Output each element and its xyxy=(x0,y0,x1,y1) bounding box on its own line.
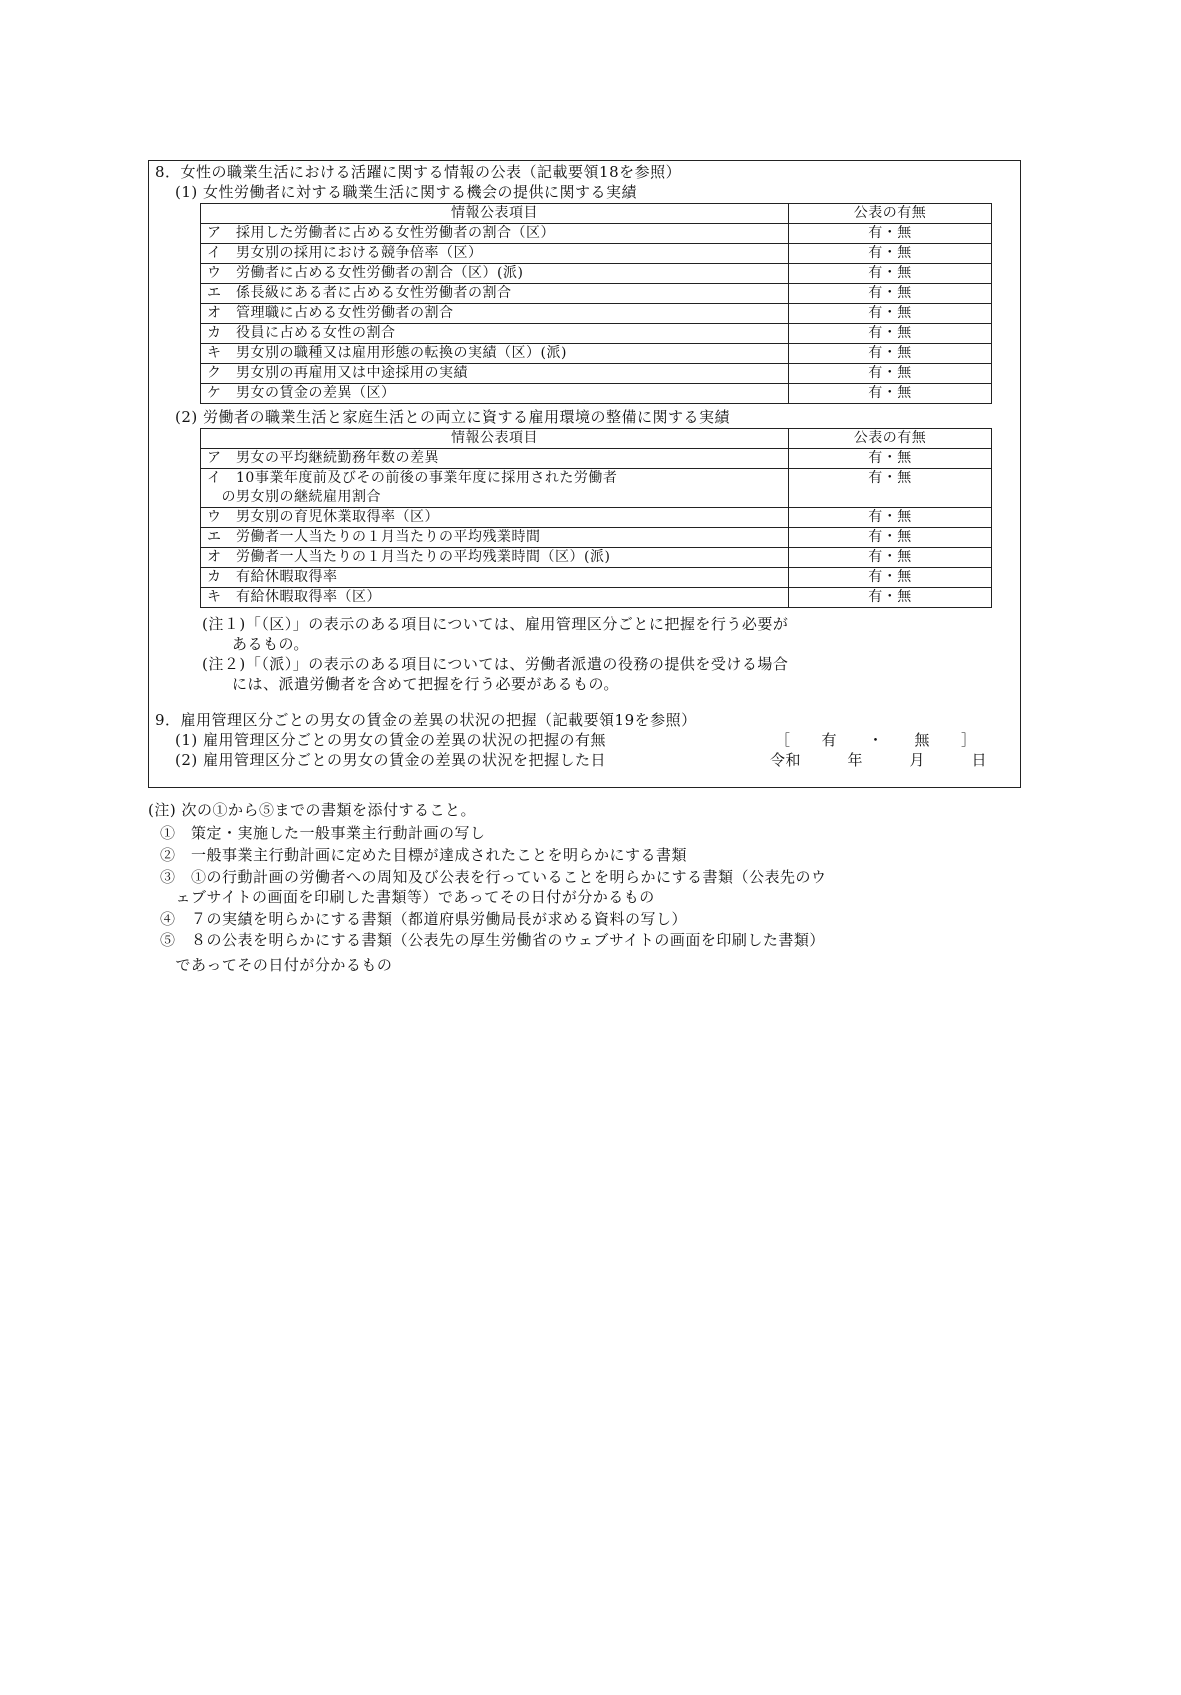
attachment-item-5-cont: であってその日付が分かるもの xyxy=(160,956,393,974)
attachment-item-5: ⑤ ８の公表を明らかにする書類（公表先の厚生労働省のウェブサイトの画面を印刷した書類） xyxy=(160,931,825,949)
note-1-line1: (注１)「（区）」の表示のある項目については、雇用管理区分ごとに把握を行う必要が xyxy=(202,615,789,633)
table-header-row xyxy=(201,204,992,224)
row-item-line1: イ 10事業年度前及びその前後の事業年度に採用された労働者 xyxy=(207,470,618,486)
attachment-item-1: ① 策定・実施した一般事業主行動計画の写し xyxy=(160,824,486,842)
table-row xyxy=(201,304,992,324)
column-header-published: 公表の有無 xyxy=(789,429,992,449)
row-item: ウ 男女別の育児休業取得率（区） xyxy=(201,508,789,528)
yes-no-choice[interactable]: 有・無 xyxy=(789,284,992,304)
row-item: ア 採用した労働者に占める女性労働者の割合（区） xyxy=(201,224,789,244)
section9-line1-choice[interactable]: ［ 有 ・ 無 ］ xyxy=(775,731,977,749)
note-2-line2: には、派遣労働者を含めて把握を行う必要があるもの。 xyxy=(232,675,619,693)
table-row xyxy=(201,528,992,548)
row-item-line2: の男女別の継続雇用割合 xyxy=(207,489,381,505)
column-header-item: 情報公表項目 xyxy=(201,204,789,224)
yes-no-choice[interactable]: 有・無 xyxy=(789,304,992,324)
row-item: ア 男女の平均継続勤務年数の差異 xyxy=(201,449,789,469)
row-item: ウ 労働者に占める女性労働者の割合（区）(派) xyxy=(201,264,789,284)
table-row xyxy=(201,224,992,244)
section8-sub1-title: (1) 女性労働者に対する職業生活に関する機会の提供に関する実績 xyxy=(175,183,638,201)
yes-no-choice[interactable]: 有・無 xyxy=(789,244,992,264)
column-header-published: 公表の有無 xyxy=(789,204,992,224)
yes-no-choice[interactable]: 有・無 xyxy=(789,364,992,384)
yes-no-choice[interactable]: 有・無 xyxy=(789,344,992,364)
section9-date-field[interactable]: 令和 年 月 日 xyxy=(770,751,988,769)
table-row xyxy=(201,568,992,588)
yes-no-choice[interactable]: 有・無 xyxy=(789,508,992,528)
yes-no-choice[interactable]: 有・無 xyxy=(789,449,992,469)
note-1-line2: あるもの。 xyxy=(232,635,309,653)
yes-no-choice[interactable]: 有・無 xyxy=(789,264,992,284)
yes-no-choice[interactable]: 有・無 xyxy=(789,469,992,508)
section8-sub2-title: (2) 労働者の職業生活と家庭生活との両立に資する雇用環境の整備に関する実績 xyxy=(175,408,731,426)
row-item: エ 労働者一人当たりの１月当たりの平均残業時間 xyxy=(201,528,789,548)
attachment-item-4: ④ ７の実績を明らかにする書類（都道府県労働局長が求める資料の写し） xyxy=(160,910,688,928)
section9-line2: (2) 雇用管理区分ごとの男女の賃金の差異の状況を把握した日 xyxy=(175,751,607,769)
row-item: ク 男女別の再雇用又は中途採用の実績 xyxy=(201,364,789,384)
note-2-line1: (注２)「（派）」の表示のある項目については、労働者派遣の役務の提供を受ける場合 xyxy=(202,655,789,673)
table-row xyxy=(201,264,992,284)
table-row xyxy=(201,364,992,384)
table-row xyxy=(201,244,992,264)
table-row xyxy=(201,548,992,568)
row-item: カ 有給休暇取得率 xyxy=(201,568,789,588)
attachment-item-3-cont: ェブサイトの画面を印刷した書類等）であってその日付が分かるもの xyxy=(160,888,655,906)
table-row xyxy=(201,508,992,528)
table-row xyxy=(201,449,992,469)
table-header-row xyxy=(201,429,992,449)
row-item: オ 労働者一人当たりの１月当たりの平均残業時間（区）(派) xyxy=(201,548,789,568)
row-item xyxy=(201,469,789,508)
table-work-life xyxy=(200,428,992,608)
yes-no-choice[interactable]: 有・無 xyxy=(789,548,992,568)
table-opportunity xyxy=(200,203,992,404)
row-item: キ 男女別の職種又は雇用形態の転換の実績（区）(派) xyxy=(201,344,789,364)
yes-no-choice[interactable]: 有・無 xyxy=(789,224,992,244)
column-header-item: 情報公表項目 xyxy=(201,429,789,449)
row-item: オ 管理職に占める女性労働者の割合 xyxy=(201,304,789,324)
table-row xyxy=(201,344,992,364)
attachment-item-3: ③ ①の行動計画の労働者への周知及び公表を行っていることを明らかにする書類（公表先のウ xyxy=(160,868,827,886)
yes-no-choice[interactable]: 有・無 xyxy=(789,324,992,344)
attachment-item-2: ② 一般事業主行動計画に定めた目標が達成されたことを明らかにする書類 xyxy=(160,846,688,864)
section9-line1: (1) 雇用管理区分ごとの男女の賃金の差異の状況の把握の有無 xyxy=(175,731,607,749)
row-item: カ 役員に占める女性の割合 xyxy=(201,324,789,344)
section8-title: 8．女性の職業生活における活躍に関する情報の公表（記載要領18を参照） xyxy=(155,163,682,181)
table-row xyxy=(201,469,992,508)
attachments-heading: (注) 次の①から⑤までの書類を添付すること。 xyxy=(148,801,476,819)
yes-no-choice[interactable]: 有・無 xyxy=(789,568,992,588)
table-row xyxy=(201,588,992,608)
table-row xyxy=(201,284,992,304)
row-item: エ 係長級にある者に占める女性労働者の割合 xyxy=(201,284,789,304)
row-item: キ 有給休暇取得率（区） xyxy=(201,588,789,608)
yes-no-choice[interactable]: 有・無 xyxy=(789,528,992,548)
table-row xyxy=(201,324,992,344)
row-item: イ 男女別の採用における競争倍率（区） xyxy=(201,244,789,264)
yes-no-choice[interactable]: 有・無 xyxy=(789,588,992,608)
table-row xyxy=(201,384,992,404)
row-item: ケ 男女の賃金の差異（区） xyxy=(201,384,789,404)
yes-no-choice[interactable]: 有・無 xyxy=(789,384,992,404)
section9-title: 9．雇用管理区分ごとの男女の賃金の差異の状況の把握（記載要領19を参照） xyxy=(155,711,697,729)
